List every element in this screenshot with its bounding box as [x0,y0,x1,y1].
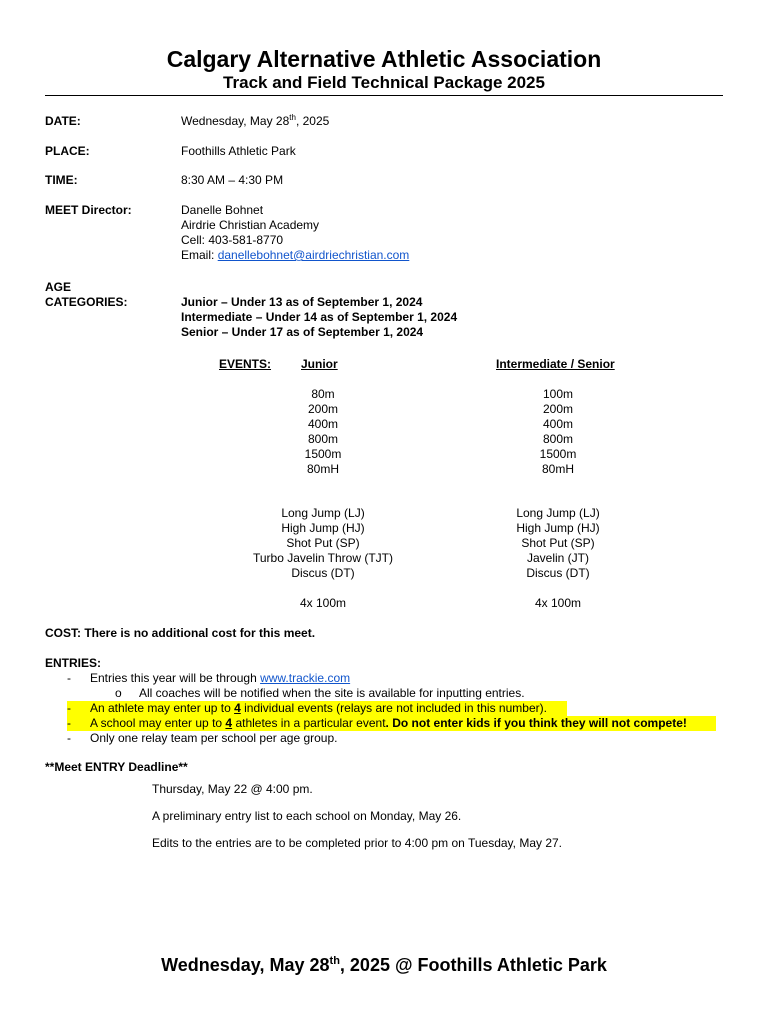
entries-item-trackie [90,671,350,686]
entries-dash: - [67,701,71,715]
place-label: PLACE: [45,144,90,158]
senior-event: 400m [542,417,574,431]
footer-banner [0,955,768,976]
junior-event: 400m [307,417,339,431]
senior-event: 800m [542,432,574,446]
entries-item-text: individual events (relays are not included in this number). [240,701,547,715]
entries-item-text: An athlete may enter up to [90,701,235,715]
date-value [181,114,329,129]
footer-suffix: th [329,955,340,967]
entries-item-text: athletes in a particular event [232,716,386,730]
senior-header: Intermediate / Senior [496,357,615,371]
entries-dash: - [67,671,71,685]
entries-dash: - [67,716,71,730]
junior-field-event: High Jump (HJ) [281,521,365,535]
director-label: MEET Director: [45,203,132,217]
date-suffix: th [289,113,296,122]
cost-text: COST: There is no additional cost for this meet. [45,626,316,640]
junior-event: 80mH [306,462,339,476]
footer-text: Wednesday, May 28 [161,955,330,975]
email-label: Email: [181,248,218,262]
junior-field-event: Turbo Javelin Throw (TJT) [252,551,394,565]
athlete-limit-number: 4 [234,701,241,715]
document-subtitle: Track and Field Technical Package 2025 [223,73,545,92]
director-email-link[interactable]: danellebohnet@airdriechristian.com [217,248,410,262]
events-label: EVENTS: [219,357,272,371]
entries-item-athlete-limit [90,701,547,716]
senior-field-event: Long Jump (LJ) [516,506,600,520]
entries-warning: . Do not enter kids if you think they will not compete! [385,716,687,730]
senior-field-event: Discus (DT) [526,566,590,580]
age-label-line1: AGE [45,280,72,294]
time-value: 8:30 AM – 4:30 PM [181,173,284,187]
senior-field-event: Shot Put (SP) [521,536,595,550]
director-name: Danelle Bohnet [181,203,264,217]
document-title: Calgary Alternative Athletic Association [166,46,602,72]
trackie-link[interactable]: www.trackie.com [260,671,351,685]
place-value: Foothills Athletic Park [181,144,296,158]
sub-bullet: o [115,686,122,700]
date-year: , 2025 [295,114,330,128]
senior-event: 200m [542,402,574,416]
junior-field-event: Discus (DT) [291,566,355,580]
junior-field-event: Shot Put (SP) [286,536,360,550]
junior-event: 800m [307,432,339,446]
header-divider [45,95,723,96]
junior-field-event: Long Jump (LJ) [281,506,365,520]
deadline-item: Thursday, May 22 @ 4:00 pm. [152,782,313,796]
senior-field-event: Javelin (JT) [526,551,589,565]
junior-event: 1500m [304,447,342,461]
entries-item-text: Entries this year will be through [90,671,261,685]
entries-label: ENTRIES: [45,656,102,670]
school-limit-number: 4 [225,716,233,730]
senior-relay: 4x 100m [534,596,582,610]
entries-dash: - [67,731,71,745]
age-category-intermediate: Intermediate – Under 14 as of September 1, 2024 [181,310,458,324]
footer-text: , 2025 @ Foothills Athletic Park [339,955,607,975]
junior-event: 80m [311,387,335,401]
junior-relay: 4x 100m [299,596,347,610]
deadline-label: **Meet ENTRY Deadline** [45,760,188,774]
director-cell: Cell: 403-581-8770 [181,233,284,247]
time-label: TIME: [45,173,78,187]
deadline-item: Edits to the entries are to be completed prior to 4:00 pm on Tuesday, May 27. [152,836,563,850]
director-org: Airdrie Christian Academy [181,218,320,232]
entries-item-school-limit [90,716,687,731]
senior-event: 100m [542,387,574,401]
junior-event: 200m [307,402,339,416]
entries-item-relay: Only one relay team per school per age group. [90,731,338,745]
entries-sub-item: All coaches will be notified when the site is available for inputting entries. [139,686,525,700]
entries-item-text: A school may enter up to [90,716,226,730]
senior-field-event: High Jump (HJ) [516,521,600,535]
age-label-line2: CATEGORIES: [45,295,128,309]
senior-event: 1500m [539,447,577,461]
date-text: Wednesday, May 28 [181,114,290,128]
age-category-junior: Junior – Under 13 as of September 1, 2024 [181,295,423,309]
senior-event: 80mH [541,462,574,476]
deadline-item: A preliminary entry list to each school on Monday, May 26. [152,809,462,823]
date-label: DATE: [45,114,81,128]
junior-header: Junior [301,357,338,371]
age-category-senior: Senior – Under 17 as of September 1, 2024 [181,325,424,339]
director-email-line [181,248,409,263]
